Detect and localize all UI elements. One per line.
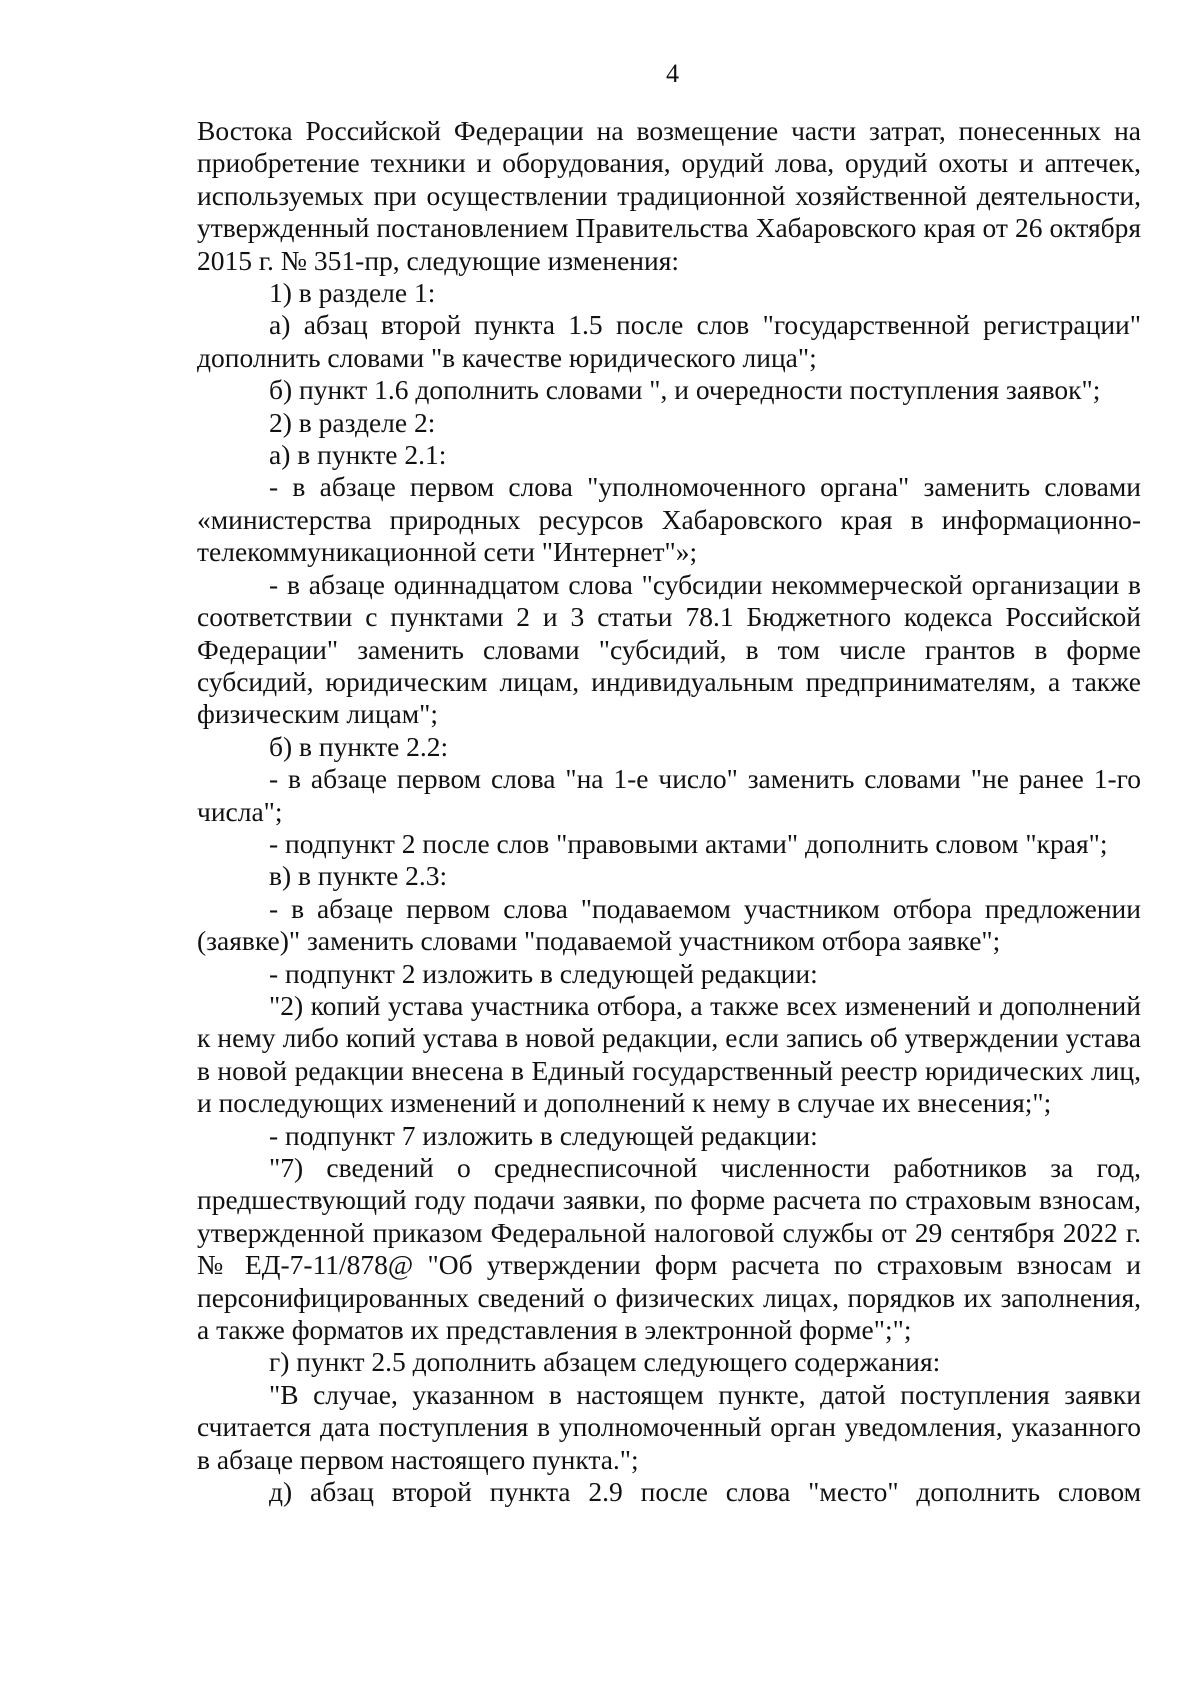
document-body (197, 115, 1141, 1508)
document-paragraph: б) пункт 1.6 дополнить словами ", и очередности поступления заявок"; (269, 374, 1101, 406)
document-paragraph: - подпункт 2 изложить в следующей редакции: (269, 957, 818, 989)
document-paragraph: - в абзаце одиннадцатом слова "субсидии некоммерческой организации в соответствии с пунктами 2 и 3 статьи 78.1 Бюджетного кодекса Российской Федерации" заменить словами "субсидий, в том числе грантов в форме субсидий, юридическим лицам, индивидуальным предпринимателям, а также физическим лицам"; (197, 568, 1141, 730)
page-number: 4 (666, 59, 679, 88)
document-paragraph: - в абзаце первом слова "подаваемом участником отбора предложении (заявке)" заменить словами "подаваемой участником отбора заявке"; (197, 892, 1141, 957)
document-paragraph: 1) в разделе 1: (269, 277, 436, 309)
document-paragraph: а) в пункте 2.1: (269, 439, 447, 471)
document-paragraph: "7) сведений о среднесписочной численности работников за год, предшествующий году подачи заявки, по форме расчета по страховым взносам, утвержденной приказом Федеральной налоговой службы от 29 сентября 2022 г. № ЕД-7-11/878@ "Об утверждении форм расчета по страховым взносам и персонифицированных сведений о физических лицах, порядков их заполнения, а также форматов их представления в электронной форме";"; (197, 1152, 1141, 1346)
document-paragraph: "В случае, указанном в настоящем пункте, датой поступления заявки считается дата поступления в уполномоченный орган уведомления, указанного в абзаце первом настоящего пункта."; (197, 1378, 1141, 1475)
document-paragraph: - в абзаце первом слова "на 1-е число" заменить словами "не ранее 1-го числа"; (197, 763, 1141, 827)
document-paragraph: д) абзац второй пункта 2.9 после слова "место" дополнить словом (269, 1476, 1141, 1508)
document-paragraph: - подпункт 2 после слов "правовыми актами" дополнить словом "края"; (269, 827, 1108, 859)
document-paragraph: "2) копий устава участника отбора, а также всех изменений и дополнений к нему либо копий устава в новой редакции, если запись об утверждении устава в новой редакции внесена в Единый государственный реестр юридических лиц, и последующих изменений и дополнений к нему в случае их внесения;"; (197, 989, 1141, 1119)
document-paragraph: а) абзац второй пункта 1.5 после слов "государственной регистрации" дополнить словами "в качестве юридического лица"; (197, 309, 1141, 373)
document-paragraph: в) в пункте 2.3: (269, 860, 448, 892)
document-paragraph: б) в пункте 2.2: (269, 730, 449, 762)
document-paragraph: г) пункт 2.5 дополнить абзацем следующего содержания: (269, 1346, 941, 1378)
document-paragraph: - в абзаце первом слова "уполномоченного органа" заменить словами «министерства природных ресурсов Хабаровского края в информационно-телекоммуникационной сети "Интернет"»; (197, 471, 1141, 568)
document-paragraph: 2) в разделе 2: (269, 406, 436, 438)
document-paragraph: Востока Российской Федерации на возмещение части затрат, понесенных на приобретение техники и оборудования, орудий лова, орудий охоты и аптечек, используемых при осуществлении традиционной хозяйственной деятельности, утвержденный постановлением Правительства Хабаровского края от 26 октября 2015 г. № 351-пр, следующие изменения: (197, 115, 1141, 276)
document-paragraph: - подпункт 7 изложить в следующей редакции: (269, 1119, 818, 1151)
